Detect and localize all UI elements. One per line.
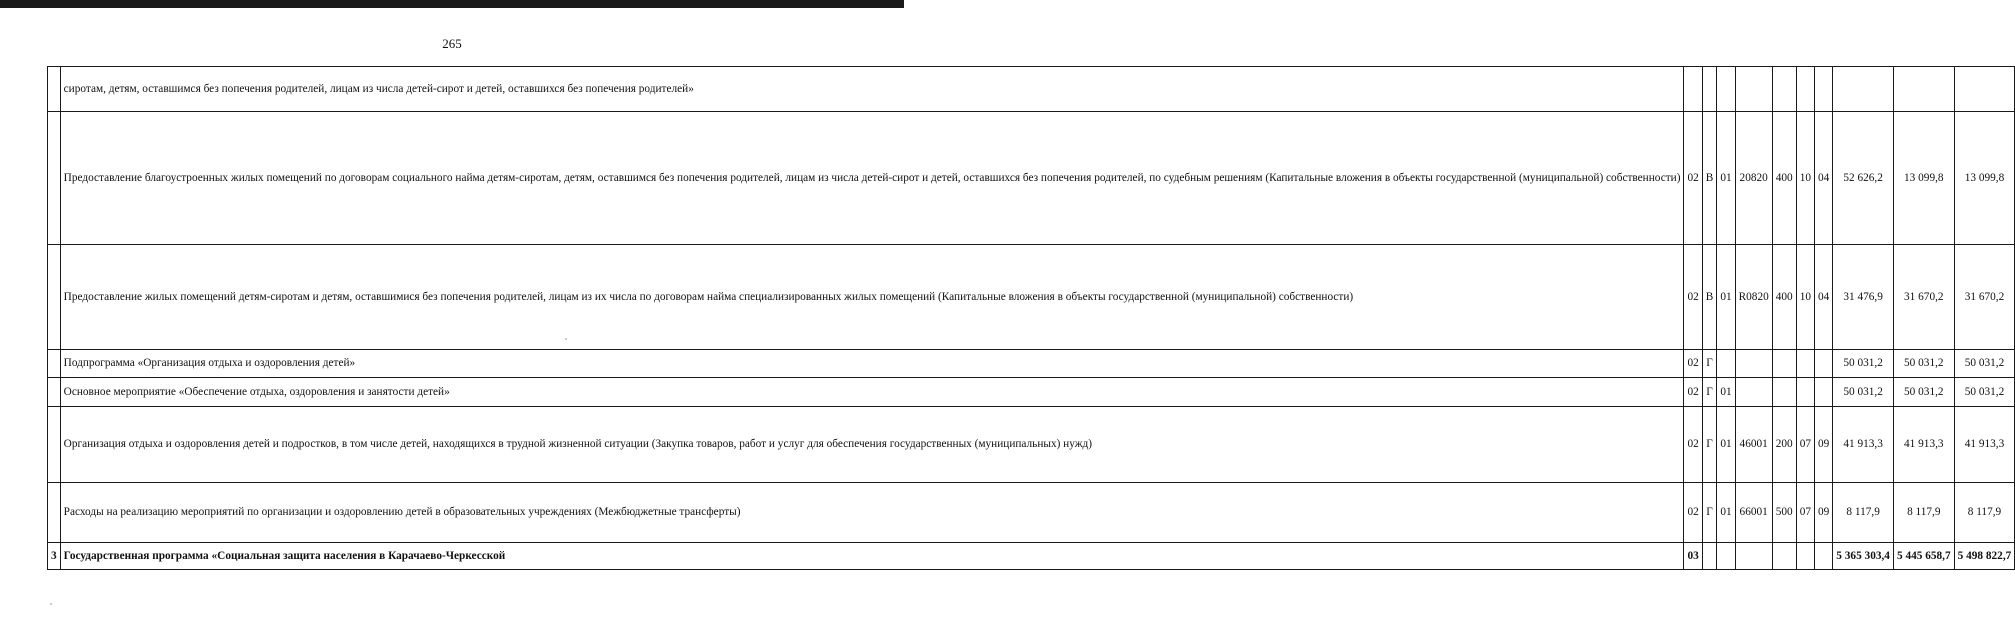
scan-speck — [565, 338, 567, 340]
code-section — [1796, 67, 1814, 112]
code-subsection — [1815, 350, 1833, 378]
table-row — [48, 245, 2015, 350]
amount-year-2: 5 445 658,7 — [1893, 543, 1954, 570]
row-number — [48, 350, 61, 378]
amount-year-1 — [1833, 67, 1894, 112]
code-section — [1796, 543, 1814, 570]
code-expense-type — [1772, 67, 1796, 112]
code-direction — [1735, 67, 1772, 112]
row-number — [48, 483, 61, 543]
code-main-event — [1717, 67, 1735, 112]
amount-year-3: 31 670,2 — [1954, 245, 2015, 350]
row-number: 3 — [48, 543, 61, 570]
amount-year-1: 50 031,2 — [1833, 378, 1894, 407]
code-main-event: 01 — [1717, 245, 1735, 350]
code-main-event — [1717, 543, 1735, 570]
row-number — [48, 378, 61, 407]
code-section: 07 — [1796, 483, 1814, 543]
amount-year-1: 41 913,3 — [1833, 407, 1894, 483]
code-direction — [1735, 378, 1772, 407]
table-row — [48, 543, 2015, 570]
amount-year-2 — [1893, 67, 1954, 112]
code-program: 02 — [1684, 407, 1702, 483]
budget-table — [47, 66, 2015, 570]
code-section: 10 — [1796, 112, 1814, 245]
code-program: 02 — [1684, 245, 1702, 350]
amount-year-1: 5 365 303,4 — [1833, 543, 1894, 570]
top-border-bar — [0, 0, 904, 8]
table-row — [48, 407, 2015, 483]
row-description: Основное мероприятие «Обеспечение отдыха, оздоровления и занятости детей» — [60, 378, 1684, 407]
amount-year-2: 50 031,2 — [1893, 350, 1954, 378]
code-subsection — [1815, 543, 1833, 570]
row-description: Подпрограмма «Организация отдыха и оздоровления детей» — [60, 350, 1684, 378]
row-number — [48, 245, 61, 350]
scan-speck — [50, 603, 52, 605]
code-expense-type — [1772, 378, 1796, 407]
code-expense-type: 400 — [1772, 112, 1796, 245]
amount-year-1: 50 031,2 — [1833, 350, 1894, 378]
code-subprogram: Г — [1702, 378, 1717, 407]
code-subprogram — [1702, 67, 1717, 112]
page-number: 265 — [442, 36, 462, 51]
code-subprogram: Г — [1702, 407, 1717, 483]
table-row — [48, 483, 2015, 543]
code-program — [1684, 67, 1702, 112]
code-direction: 46001 — [1735, 407, 1772, 483]
amount-year-3: 50 031,2 — [1954, 350, 2015, 378]
row-description: Государственная программа «Социальная защита населения в Карачаево-Черкесской — [60, 543, 1684, 570]
row-description: Организация отдыха и оздоровления детей и подростков, в том числе детей, находящихся в трудной жизненной ситуации (Закупка товаров, работ и услуг для обеспечения государственных (муниципальных) нужд) — [60, 407, 1684, 483]
amount-year-1: 52 626,2 — [1833, 112, 1894, 245]
code-subsection: 09 — [1815, 407, 1833, 483]
amount-year-3 — [1954, 67, 2015, 112]
code-subsection: 04 — [1815, 112, 1833, 245]
code-expense-type: 400 — [1772, 245, 1796, 350]
code-subprogram: Г — [1702, 483, 1717, 543]
amount-year-3: 50 031,2 — [1954, 378, 2015, 407]
amount-year-1: 8 117,9 — [1833, 483, 1894, 543]
code-subsection — [1815, 67, 1833, 112]
table-row — [48, 67, 2015, 112]
code-subsection: 09 — [1815, 483, 1833, 543]
row-description: Расходы на реализацию мероприятий по организации и оздоровлению детей в образовательных учреждениях (Межбюджетные трансферты) — [60, 483, 1684, 543]
code-direction: R0820 — [1735, 245, 1772, 350]
code-main-event: 01 — [1717, 483, 1735, 543]
amount-year-2: 8 117,9 — [1893, 483, 1954, 543]
code-direction: 66001 — [1735, 483, 1772, 543]
row-description: Предоставление благоустроенных жилых помещений по договорам социального найма детям-сиротам, детям, оставшимся без попечения родителей, лицам из числа детей-сирот и детей, оставшихся без попечения родителей, по судебным решениям (Капитальные вложения в объекты государственной (муниципальной) собственности) — [60, 112, 1684, 245]
code-section: 07 — [1796, 407, 1814, 483]
code-direction — [1735, 350, 1772, 378]
code-direction — [1735, 543, 1772, 570]
amount-year-3: 8 117,9 — [1954, 483, 2015, 543]
code-program: 02 — [1684, 483, 1702, 543]
code-subprogram: В — [1702, 112, 1717, 245]
code-expense-type: 500 — [1772, 483, 1796, 543]
amount-year-3: 5 498 822,7 — [1954, 543, 2015, 570]
code-subprogram — [1702, 543, 1717, 570]
code-expense-type — [1772, 543, 1796, 570]
row-number — [48, 67, 61, 112]
code-main-event: 01 — [1717, 112, 1735, 245]
code-subprogram: Г — [1702, 350, 1717, 378]
code-subprogram: В — [1702, 245, 1717, 350]
code-main-event: 01 — [1717, 378, 1735, 407]
amount-year-2: 50 031,2 — [1893, 378, 1954, 407]
code-expense-type: 200 — [1772, 407, 1796, 483]
code-program: 02 — [1684, 112, 1702, 245]
row-number — [48, 112, 61, 245]
code-section — [1796, 378, 1814, 407]
table-row — [48, 112, 2015, 245]
row-description: сиротам, детям, оставшимся без попечения родителей, лицам из числа детей-сирот и детей, оставшихся без попечения родителей» — [60, 67, 1684, 112]
code-main-event — [1717, 350, 1735, 378]
code-direction: 20820 — [1735, 112, 1772, 245]
table-row — [48, 350, 2015, 378]
code-program: 02 — [1684, 350, 1702, 378]
code-subsection — [1815, 378, 1833, 407]
amount-year-2: 31 670,2 — [1893, 245, 1954, 350]
code-subsection: 04 — [1815, 245, 1833, 350]
amount-year-2: 13 099,8 — [1893, 112, 1954, 245]
amount-year-1: 31 476,9 — [1833, 245, 1894, 350]
code-expense-type — [1772, 350, 1796, 378]
amount-year-3: 41 913,3 — [1954, 407, 2015, 483]
code-program: 02 — [1684, 378, 1702, 407]
row-number — [48, 407, 61, 483]
code-main-event: 01 — [1717, 407, 1735, 483]
code-section: 10 — [1796, 245, 1814, 350]
amount-year-3: 13 099,8 — [1954, 112, 2015, 245]
row-description: Предоставление жилых помещений детям-сиротам и детям, оставшимися без попечения родителей, лицам из их числа по договорам найма специализированных жилых помещений (Капитальные вложения в объекты государственной (муниципальной) собственности) — [60, 245, 1684, 350]
code-program: 03 — [1684, 543, 1702, 570]
code-section — [1796, 350, 1814, 378]
amount-year-2: 41 913,3 — [1893, 407, 1954, 483]
table-row — [48, 378, 2015, 407]
